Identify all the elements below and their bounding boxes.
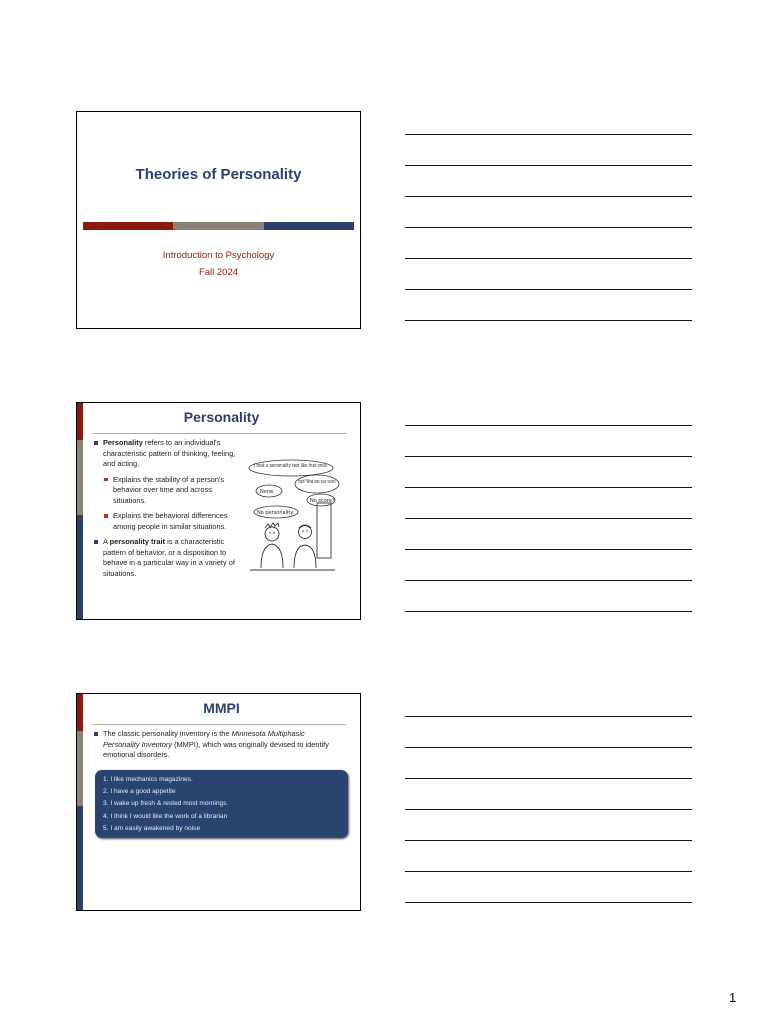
side-color-strip <box>77 403 83 619</box>
title-divider <box>93 433 346 434</box>
side-color-strip <box>77 694 83 910</box>
bullet-personality: Personality refers to an individual's characteristic pattern of thinking, feeling, and acting. <box>93 438 243 470</box>
term: Fall 2024 <box>198 267 239 278</box>
slide-1-title: Theories of Personality <box>135 166 302 183</box>
mmpi-item: 4. I think I would like the work of a librarian <box>103 812 228 820</box>
slide-3 <box>76 693 361 911</box>
bubble-2: Yeah? What was your score? <box>297 479 337 485</box>
mmpi-item: 1. I like mechanics magazines. <box>103 776 193 783</box>
title-divider <box>93 724 346 725</box>
slide-2 <box>76 402 361 620</box>
mmpi-items-box <box>95 770 348 838</box>
page-number: 1 <box>729 990 737 1005</box>
sub-bullet-stability: Explains the stability of a person's behavior over time and across situations. <box>103 475 243 507</box>
bubble-4: No score? <box>310 498 335 504</box>
mmpi-item: 2. I have a good appetite <box>103 788 176 796</box>
slide-3-title: MMPI <box>203 700 240 716</box>
course-name: Introduction to Psychology <box>162 250 275 261</box>
slide-2-bullets <box>93 438 243 584</box>
bubble-5: No personality. <box>257 510 295 516</box>
bullet-mmpi: The classic personality inventory is the Minnesota Multiphasic Personality Inventory (MMPI), which was originally devised to identify emotional disorders. <box>93 729 343 761</box>
sub-bullet-differences: Explains the behavioral differences among people in similar situations. <box>103 511 243 532</box>
slide-1 <box>76 111 361 329</box>
slide-2-title: Personality <box>183 409 260 425</box>
bullet-personality-trait: A personality trait is a characteristic pattern of behavior, or a disposition to behave in a particular way in a variety of situations. <box>93 537 243 579</box>
color-bar <box>83 222 354 230</box>
bubble-3: None. <box>260 489 275 495</box>
slide-3-bullets <box>93 729 343 766</box>
bubble-1: I took a personality test like that once. <box>254 463 329 469</box>
mmpi-item: 5. I am easily awakened by noise <box>103 824 201 832</box>
mmpi-item: 3. I wake up fresh & rested most mornings <box>103 800 227 808</box>
cartoon-illustration <box>245 458 340 576</box>
